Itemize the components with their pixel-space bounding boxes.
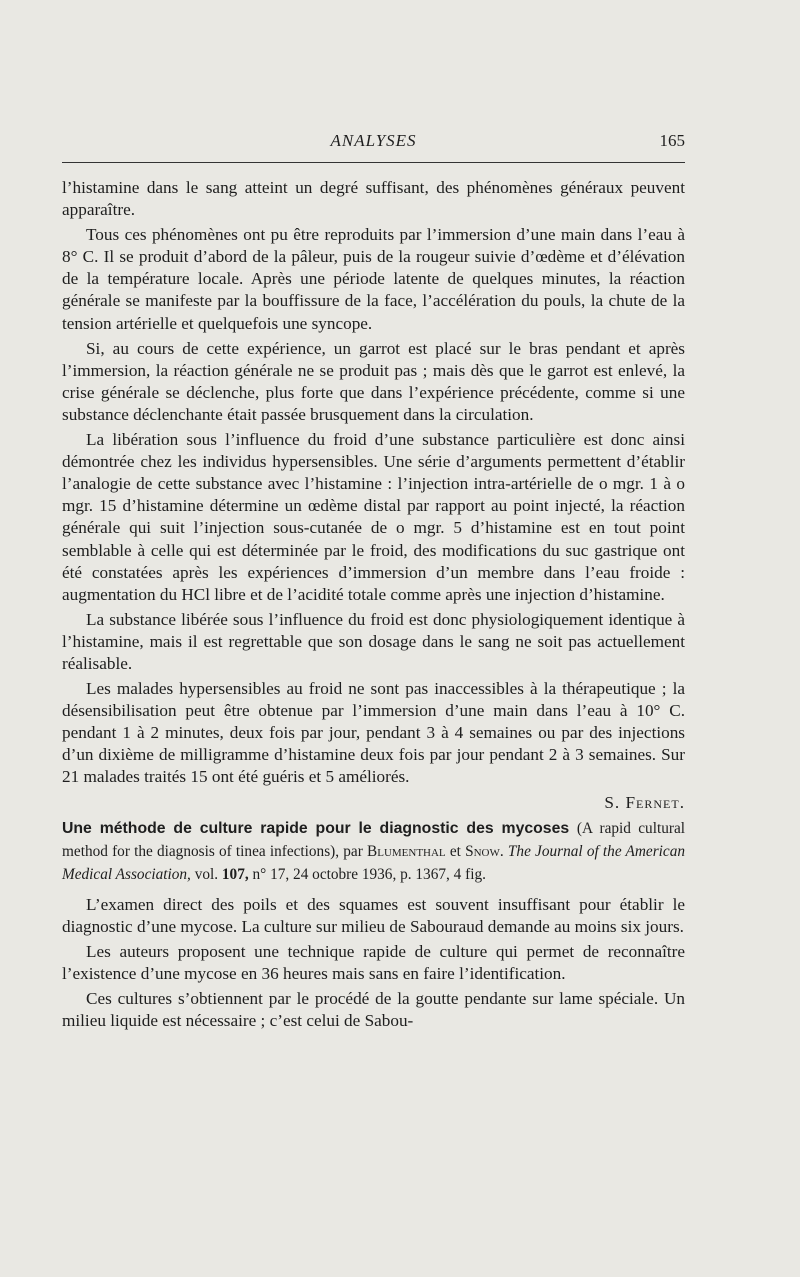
paragraph: Les malades hypersensibles au froid ne sont pas inaccessibles à la thérapeutique ; la désensibilisation peut être obtenue par l’immersion d’une main dans l’eau à 10° C. pendant 1 à 2 minutes, deux fois par jour, pendant 3 à 4 semaines ou par des injections d’un dixième de milligramme d’histamine deux fois par jour pendant 2 à 3 semaines. Sur 21 malades traités 15 ont été guéris et 5 améliorés. xyxy=(62,679,685,787)
paragraph: La libération sous l’influence du froid d’une substance particulière est donc ainsi démontrée chez les individus hypersensibles. Une série d’arguments permettent d’établir l’analogie de cette substance avec l’histamine : l’injection intra-artérielle de o mgr. 1 à o mgr. 15 d’histamine détermine un œdème distal par rapport au point injecté, la réaction générale qui suit l’injection sous-cutanée de o mgr. 5 d’histamine est en tout point semblable à celle qui est déterminée par le froid, des modifications du suc gastrique ont été constatées après les expériences d’immersion d’un membre dans l’eau froide : augmentation du HCl libre et de l’acidité totale comme après une injection d’histamine. xyxy=(62,430,685,604)
running-head xyxy=(62,131,685,157)
volume-label: vol. xyxy=(194,865,219,883)
signature: S. Fernet. xyxy=(604,792,685,812)
paragraph: Si, au cours de cette expérience, un garrot est placé sur le bras pendant et après l’immersion, la réaction générale ne se produit pas ; mais dès que le garrot est enlevé, la crise générale se déclenche, plus forte que dans l’expérience précédente, comme si une substance déclenchante était passée brusquement dans la circulation. xyxy=(62,338,685,424)
paragraph: L’examen direct des poils et des squames est souvent insuffisant pour établir le diagnostic d’une mycose. La culture sur milieu de Sabouraud demande au moins six jours. xyxy=(62,894,685,936)
author-name: Blumenthal xyxy=(367,842,446,860)
article-title: Une méthode de culture rapide pour le diagnostic des mycoses xyxy=(62,819,570,837)
running-title: ANALYSES xyxy=(330,131,417,150)
paragraph: La substance libérée sous l’influence du froid est donc physiologiquement identique à l’histamine, mais il est regrettable que son dosage dans le sang ne soit pas actuellement réalisable. xyxy=(62,609,685,673)
volume-number: 107, xyxy=(221,865,249,883)
issue-details: n° 17, 24 octobre 1936, p. 1367, 4 fig. xyxy=(252,865,486,883)
author-name: Snow. xyxy=(465,842,504,860)
header-rule xyxy=(62,162,685,163)
page-number: 165 xyxy=(659,131,685,150)
body-text xyxy=(62,177,685,1035)
article-heading xyxy=(62,817,685,886)
ref-open: (A rapid cultural method for the diagnosis of tinea infections), par xyxy=(62,819,685,860)
author-join: et xyxy=(449,842,461,860)
paragraph: Tous ces phénomènes ont pu être reproduits par l’immersion d’une main dans l’eau à 8° C. Il se produit d’abord de la pâleur, puis de la rougeur suivie d’œdème et d’élévation de la température locale. Après une période latente de quelques minutes, la réaction générale se manifeste par la bouffissure de la face, l’accélération du pouls, la chute de la tension artérielle et quelquefois une syncope. xyxy=(62,225,685,333)
journal-title: The Journal of the American Medical Association, xyxy=(62,842,686,883)
paragraph: l’histamine dans le sang atteint un degré suffisant, des phénomènes généraux peuvent apparaître. xyxy=(62,178,685,220)
paragraph: Les auteurs proposent une technique rapide de culture qui permet de reconnaître l’existence d’une mycose en 36 heures mais sans en faire l’identification. xyxy=(62,942,685,984)
paragraph: Ces cultures s’obtiennent par le procédé de la goutte pendante sur lame spéciale. Un milieu liquide est nécessaire ; c’est celui de Sabou- xyxy=(62,989,685,1031)
